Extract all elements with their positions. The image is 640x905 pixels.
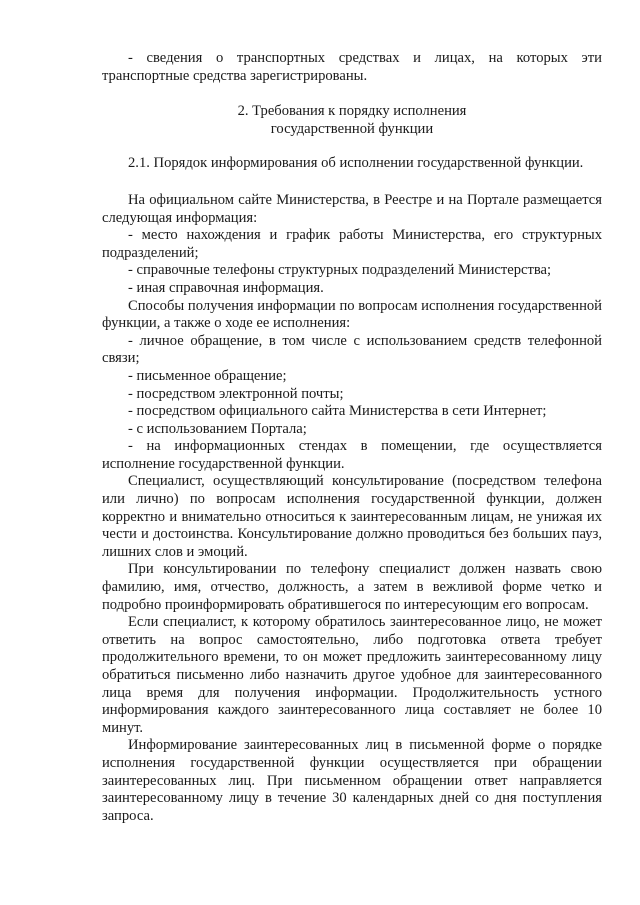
list-item-portal: - с использованием Портала;: [128, 420, 307, 437]
paragraph-phone-consulting: При консультировании по телефону специалист должен назвать свою фамилию, имя, отчество, должность, а затем в вежливой форме четко и подробно проинформировать обратившегося по интересующим его вопросам.: [102, 561, 602, 613]
document-page: [102, 50, 602, 825]
list-item-phones: - справочные телефоны структурных подразделений Министерства;: [128, 262, 552, 279]
list-item-email: - посредством электронной почты;: [128, 385, 344, 402]
paragraph-cannot-answer: Если специалист, к которому обратилось заинтересованное лицо, не может ответить на вопрос самостоятельно, либо подготовка ответа требует продолжительного времени, то он может предложить заинтересованному лицу обратиться письменно либо назначить другое удобное для заинтересованного лица время для получения информации. Продолжительность устного информирования каждого заинтересованного лица составляет не более 10 минут.: [102, 614, 602, 736]
paragraph-info-published: На официальном сайте Министерства, в Реестре и на Портале размещается следующая информация:: [102, 191, 602, 226]
paragraph-consulting-specialist: Специалист, осуществляющий консультирование (посредством телефона или лично) по вопросам исполнения государственной функции, должен корректно и внимательно относиться к заинтересованным лицам, не унижая их чести и достоинства. Консультирование должно проводиться без больших пауз, лишних слов и эмоций.: [102, 473, 602, 560]
intro-paragraph: - сведения о транспортных средствах и лицах, на которых эти транспортные средства зарегистрированы.: [102, 50, 602, 84]
subsection-heading: 2.1. Порядок информирования об исполнении государственной функции.: [128, 155, 584, 172]
paragraph-ways-to-get-info: Способы получения информации по вопросам исполнения государственной функции, а также о ходе ее исполнения:: [102, 297, 602, 332]
section-heading: [102, 103, 602, 138]
list-item-personal-appeal: - личное обращение, в том числе с использованием средств телефонной связи;: [102, 332, 602, 367]
list-item-website: - посредством официального сайта Министерства в сети Интернет;: [128, 403, 547, 420]
paragraph-written-informing: Информирование заинтересованных лиц в письменной форме о порядке исполнения государственной функции осуществляется при обращении заинтересованных лиц. При письменном обращении ответ направляется заинтересованному лицу в течение 30 календарных дней со дня поступления запроса.: [102, 737, 602, 824]
list-item-location: - место нахождения и график работы Министерства, его структурных подразделений;: [102, 227, 602, 261]
list-item-info-stands: - на информационных стендах в помещении, где осуществляется исполнение государственной функции.: [102, 438, 602, 472]
section-heading-line1: 2. Требования к порядку исполнения: [237, 103, 467, 120]
list-item-other-info: - иная справочная информация.: [128, 279, 324, 296]
section-heading-line2: государственной функции: [270, 120, 434, 137]
list-item-written-appeal: - письменное обращение;: [128, 367, 287, 384]
